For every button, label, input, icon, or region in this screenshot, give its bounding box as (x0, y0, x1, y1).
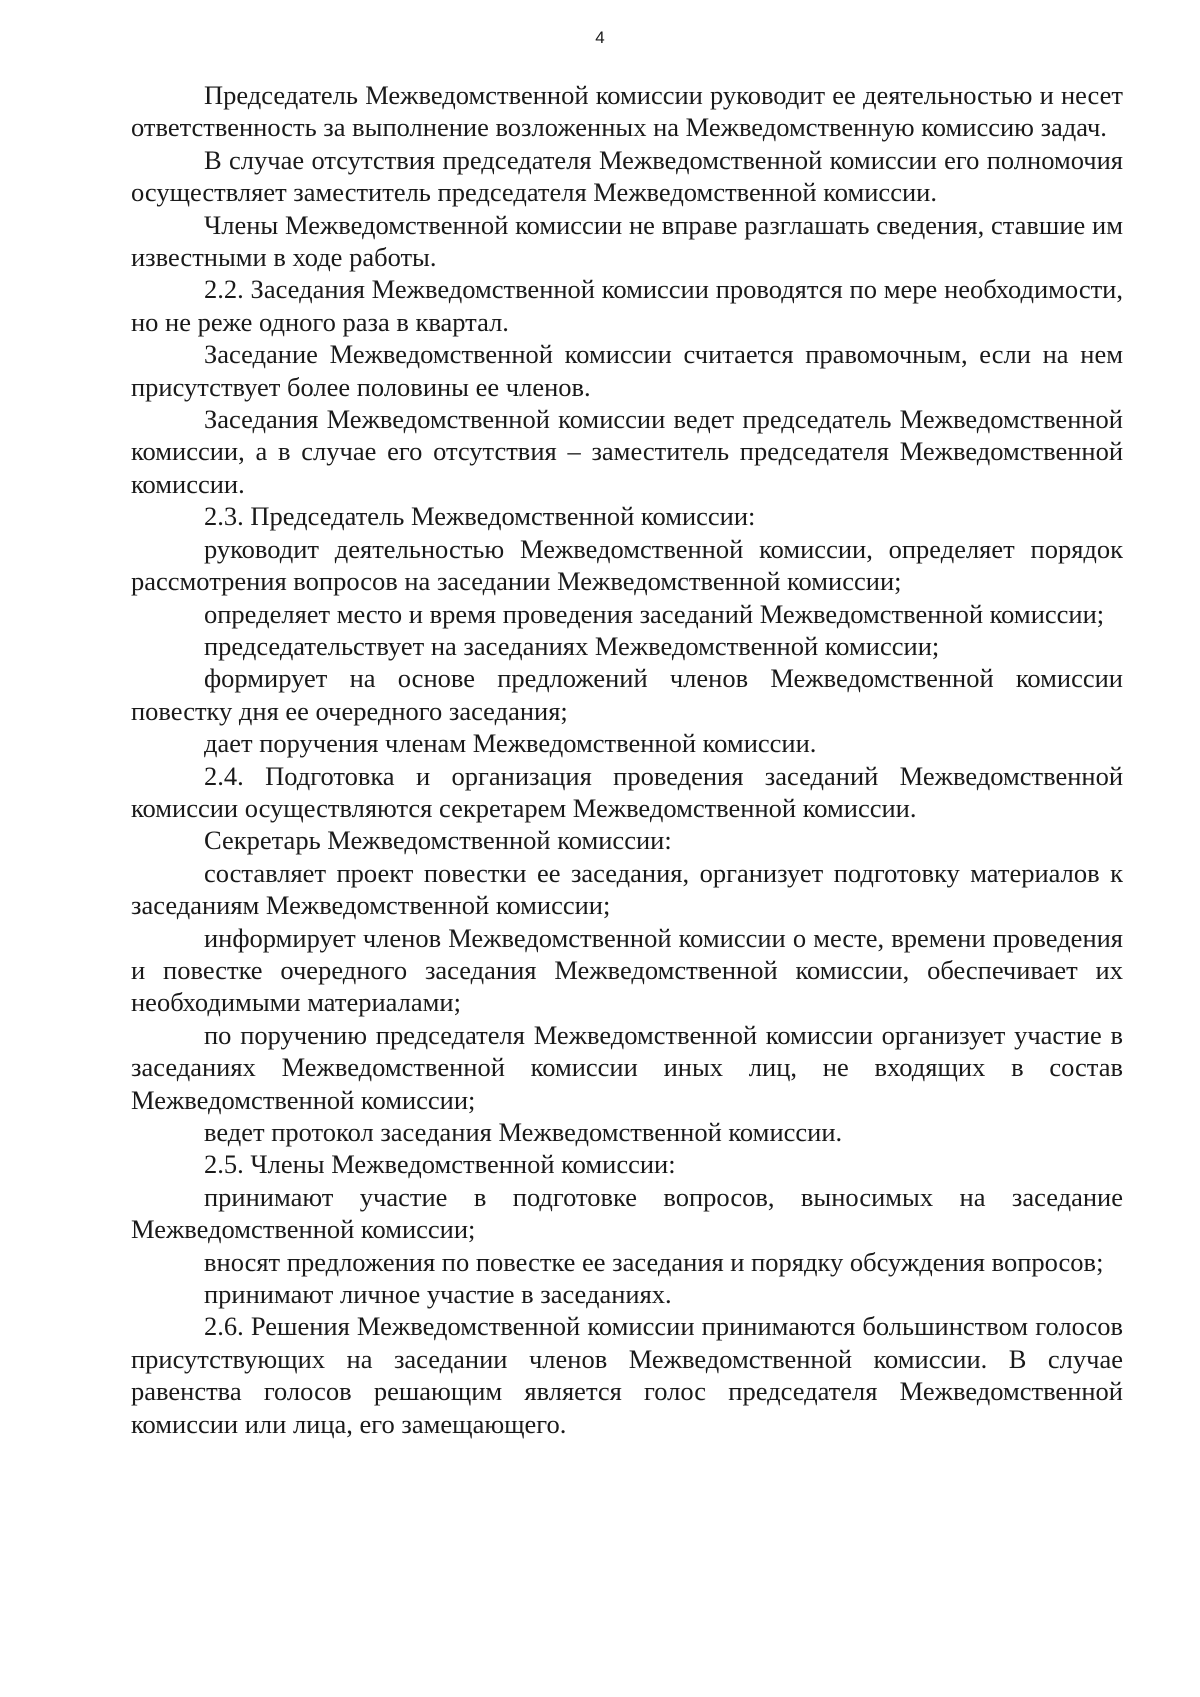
section-heading: Секретарь Межведомственной комиссии: (204, 825, 672, 856)
paragraph: Председатель Межведомственной комиссии руководит ее деятельностью и несет ответственность за выполнение возложенных на Межведомственную комиссию задач. (131, 80, 1123, 143)
paragraph: Заседания Межведомственной комиссии ведет председатель Межведомственной комиссии, а в случае его отсутствия – заместитель председателя Межведомственной комиссии. (131, 404, 1123, 499)
list-item: информирует членов Межведомственной комиссии о месте, времени проведения и повестке очередного заседания Межведомственной комиссии, обеспечивает их необходимыми материалами; (131, 922, 1123, 1018)
section-heading: 2.5. Члены Межведомственной комиссии: (204, 1149, 676, 1180)
document-body (131, 79, 1123, 1440)
list-item: руководит деятельностью Межведомственной комиссии, определяет порядок рассмотрения вопросов на заседании Межведомственной комиссии; (131, 533, 1123, 597)
paragraph: 2.2. Заседания Межведомственной комиссии проводятся по мере необходимости, но не реже одного раза в квартал. (131, 274, 1123, 337)
paragraph: Члены Межведомственной комиссии не вправе разглашать сведения, ставшие им известными в ходе работы. (131, 209, 1123, 273)
list-item: формирует на основе предложений членов Межведомственной комиссии повестку дня ее очередного заседания; (131, 663, 1123, 726)
list-item: составляет проект повестки ее заседания, организует подготовку материалов к заседаниям Межведомственной комиссии; (131, 857, 1123, 921)
list-item: принимают личное участие в заседаниях. (204, 1279, 672, 1310)
list-item: ведет протокол заседания Межведомственной комиссии. (204, 1117, 843, 1147)
list-item: вносят предложения по повестке ее заседания и порядку обсуждения вопросов; (204, 1246, 1104, 1277)
list-item: дает поручения членам Межведомственной комиссии. (204, 728, 817, 759)
paragraph: В случае отсутствия председателя Межведомственной комиссии его полномочия осуществляет заместитель председателя Межведомственной комиссии. (131, 144, 1123, 208)
paragraph: 2.6. Решения Межведомственной комиссии принимаются большинством голосов присутствующих на заседании членов Межведомственной комиссии. В случае равенства голосов решающим является голос председателя Межведомственной комиссии или лица, его замещающего. (131, 1311, 1123, 1439)
list-item: председательствует на заседаниях Межведомственной комиссии; (204, 630, 940, 661)
paragraph: Заседание Межведомственной комиссии считается правомочным, если на нем присутствует более половины ее членов. (131, 339, 1123, 402)
section-heading: 2.3. Председатель Межведомственной комиссии: (204, 501, 756, 532)
paragraph: 2.4. Подготовка и организация проведения заседаний Межведомственной комиссии осуществляются секретарем Межведомственной комиссии. (131, 760, 1123, 823)
list-item: по поручению председателя Межведомственной комиссии организует участие в заседаниях Межведомственной комиссии иных лиц, не входящих в состав Межведомственной комиссии; (131, 1019, 1123, 1115)
list-item: определяет место и время проведения заседаний Межведомственной комиссии; (204, 598, 1105, 629)
page-number: 4 (595, 28, 605, 47)
list-item: принимают участие в подготовке вопросов, выносимых на заседание Межведомственной комиссии; (131, 1181, 1123, 1245)
